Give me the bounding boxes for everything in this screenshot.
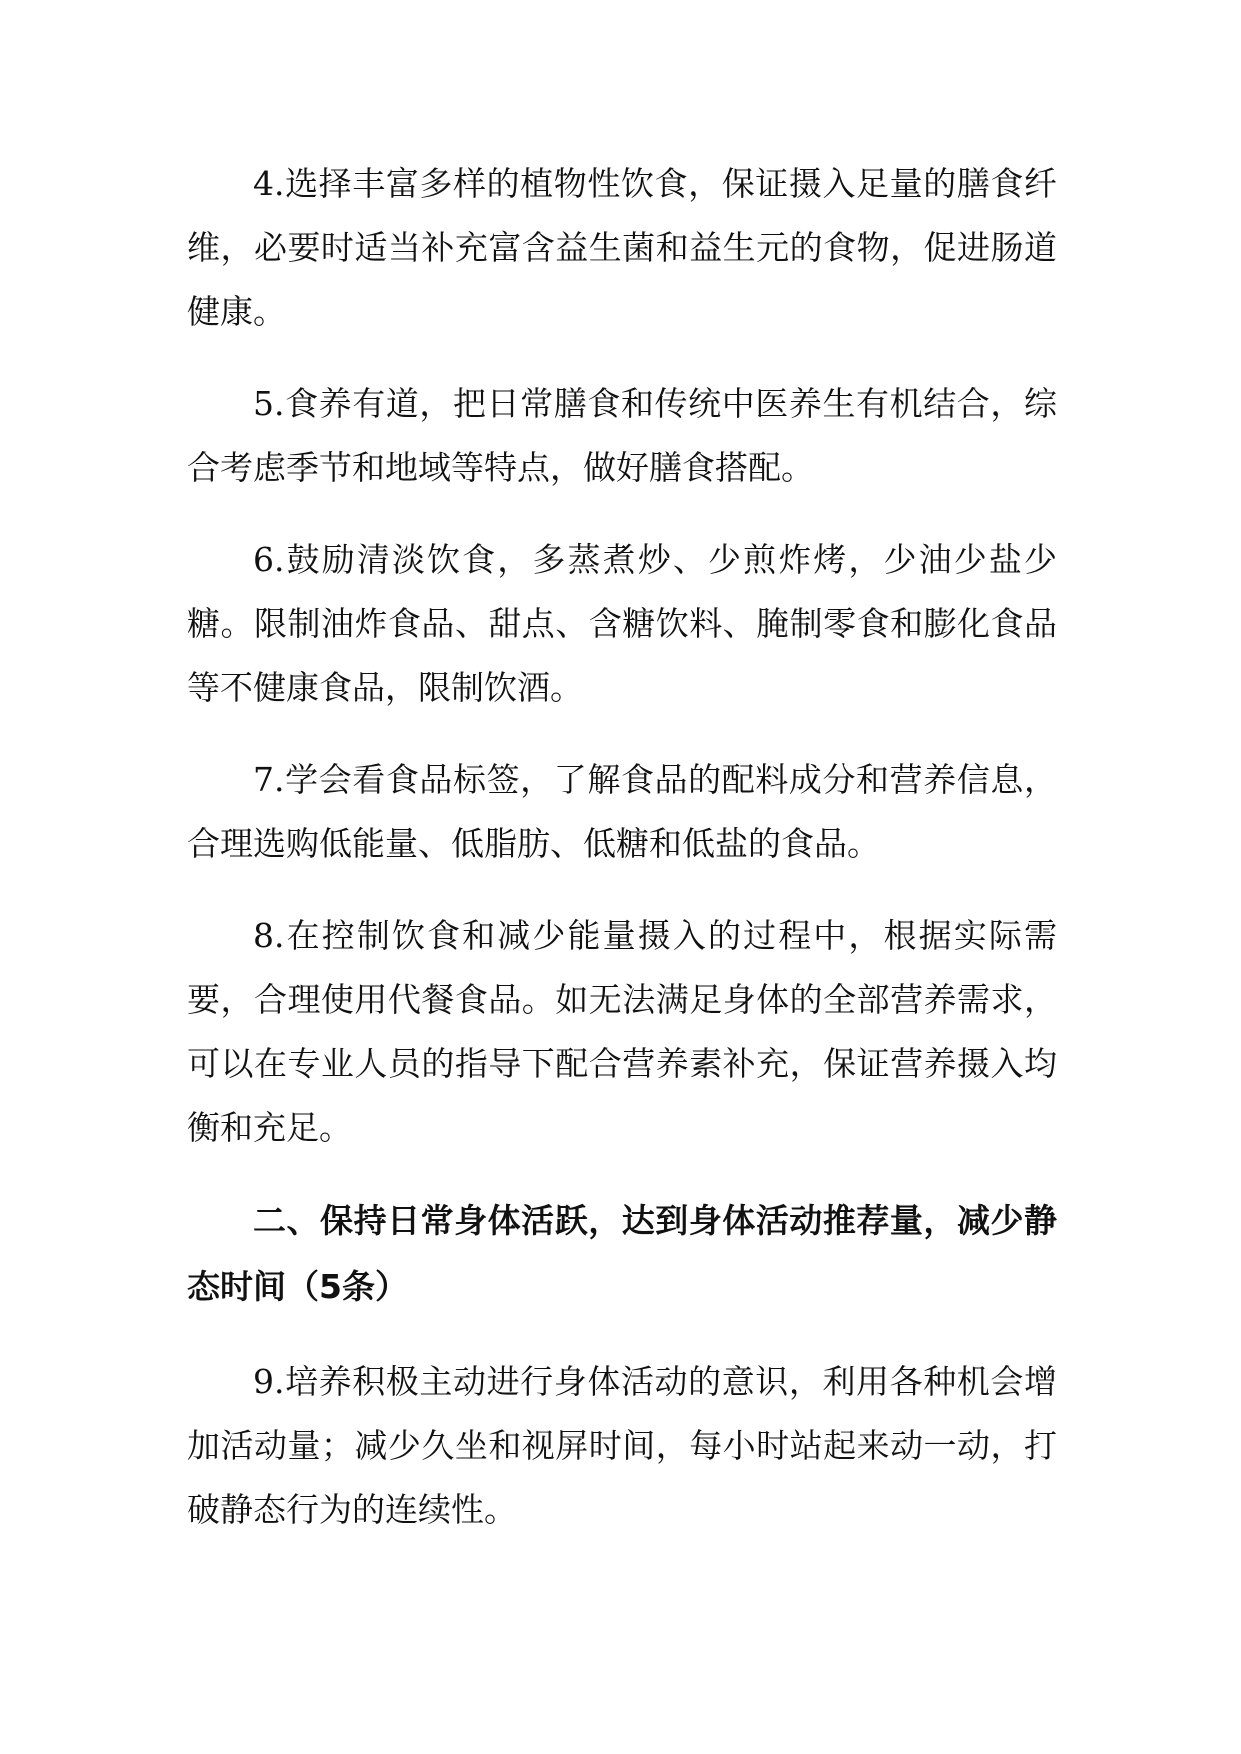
section-heading: 二、保持日常身体活跃，达到身体活动推荐量，减少静态时间（5条） [187, 1201, 1057, 1306]
paragraph-item-4: 4.选择丰富多样的植物性饮食，保证摄入足量的膳食纤维，必要时适当补充富含益生菌和益生元的食物，促进肠道健康。 [187, 164, 1057, 331]
document-body [187, 152, 1057, 1570]
paragraph-item-7: 7.学会看食品标签，了解食品的配料成分和营养信息，合理选购低能量、低脂肪、低糖和低盐的食品。 [187, 760, 1057, 863]
paragraph-item-8: 8.在控制饮食和减少能量摄入的过程中，根据实际需要，合理使用代餐食品。如无法满足身体的全部营养需求，可以在专业人员的指导下配合营养素补充，保证营养摄入均衡和充足。 [187, 916, 1057, 1147]
paragraph-item-9: 9.培养积极主动进行身体活动的意识，利用各种机会增加活动量；减少久坐和视屏时间，每小时站起来动一动，打破静态行为的连续性。 [187, 1362, 1057, 1529]
paragraph-item-6: 6.鼓励清淡饮食，多蒸煮炒、少煎炸烤，少油少盐少糖。限制油炸食品、甜点、含糖饮料、腌制零食和膨化食品等不健康食品，限制饮酒。 [187, 540, 1057, 707]
paragraph-item-5: 5.食养有道，把日常膳食和传统中医养生有机结合，综合考虑季节和地域等特点，做好膳食搭配。 [187, 384, 1057, 487]
